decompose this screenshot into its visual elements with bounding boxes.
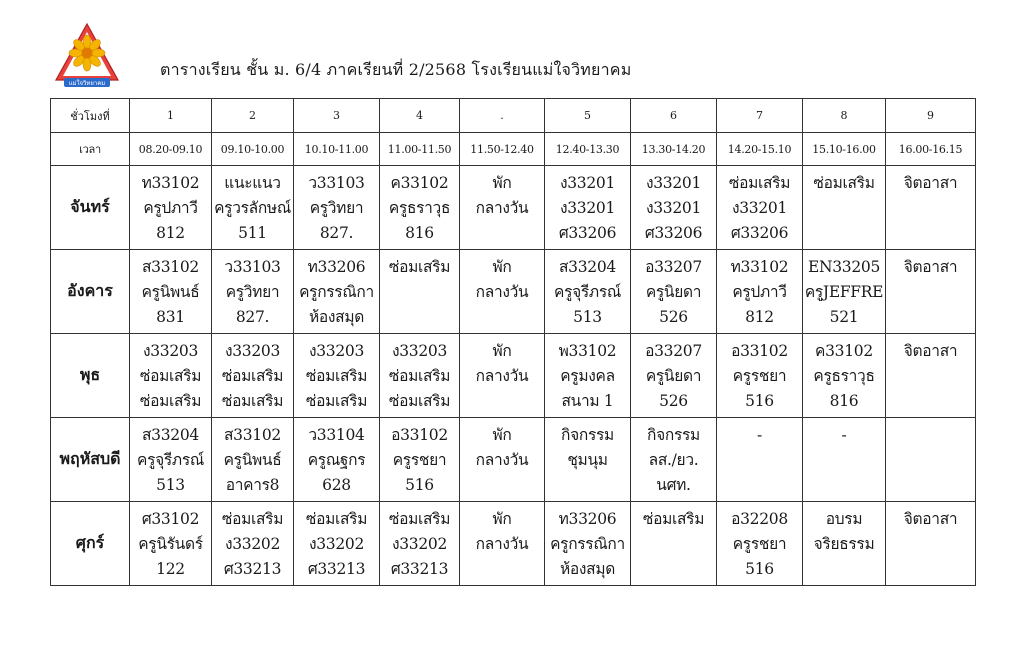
class-cell xyxy=(380,334,460,418)
cell-lines xyxy=(130,250,211,330)
cell-line: นศท. xyxy=(656,476,691,494)
cell-lines xyxy=(460,166,544,221)
cell-line: ง33202 xyxy=(224,535,281,553)
cell-lines xyxy=(212,418,293,498)
cell-line: ง33203 xyxy=(142,342,199,360)
cell-line: ท33102 xyxy=(730,258,789,276)
cell-line: ซ่อมเสริม xyxy=(813,174,875,192)
class-cell xyxy=(631,250,717,334)
cell-line: ส33102 xyxy=(142,258,199,276)
cell-lines xyxy=(545,334,630,414)
cell-line: สนาม 1 xyxy=(561,392,614,410)
cell-line: ง33202 xyxy=(308,535,365,553)
class-cell xyxy=(631,502,717,586)
cell-line: 816 xyxy=(829,392,859,410)
cell-line: ครูกรรณิกา xyxy=(550,535,625,553)
cell-line: ศ33213 xyxy=(390,560,449,578)
cell-line: พัก xyxy=(492,258,512,276)
cell-line: ครูณฐกร xyxy=(307,451,366,469)
cell-line: ครูนิรันดร์ xyxy=(138,535,203,553)
cell-line: ว33103 xyxy=(224,258,281,276)
school-logo xyxy=(52,20,122,90)
cell-line: กลางวัน xyxy=(475,367,529,385)
class-cell xyxy=(803,334,886,418)
cell-line: พัก xyxy=(492,510,512,528)
cell-line: พัก xyxy=(492,426,512,444)
time-row xyxy=(51,133,976,166)
cell-line: ค33102 xyxy=(390,174,449,192)
class-cell xyxy=(545,502,631,586)
cell-lines xyxy=(380,502,459,582)
cell-lines xyxy=(631,166,716,246)
class-cell xyxy=(717,166,803,250)
cell-line: อ33207 xyxy=(645,342,702,360)
cell-line: ซ่อมเสริม xyxy=(221,392,284,410)
cell-line: กิจกรรม xyxy=(647,426,700,444)
cell-line: ศ33206 xyxy=(730,224,789,242)
class-cell xyxy=(212,166,294,250)
cell-line: จิตอาสา xyxy=(903,174,958,192)
period-number: 1 xyxy=(130,99,212,133)
class-cell xyxy=(886,418,976,502)
timetable xyxy=(50,98,976,586)
cell-line: 516 xyxy=(745,560,774,578)
class-cell xyxy=(460,418,545,502)
cell-line: ซ่อมเสริม xyxy=(388,510,451,528)
cell-line: ว33104 xyxy=(308,426,365,444)
class-cell xyxy=(886,166,976,250)
class-cell xyxy=(545,250,631,334)
cell-line: 513 xyxy=(573,308,602,326)
cell-lines xyxy=(717,502,802,582)
class-cell xyxy=(717,250,803,334)
period-number: 6 xyxy=(631,99,717,133)
period-number: 3 xyxy=(294,99,380,133)
cell-lines xyxy=(803,334,885,414)
cell-lines xyxy=(460,250,544,305)
cell-line: ครูวิทยา xyxy=(309,199,364,217)
class-cell xyxy=(212,418,294,502)
cell-line: ศ33102 xyxy=(141,510,200,528)
cell-line: 812 xyxy=(745,308,774,326)
cell-lines xyxy=(212,250,293,330)
class-cell xyxy=(631,334,717,418)
cell-line: ครูรชยา xyxy=(392,451,447,469)
cell-lines xyxy=(380,250,459,280)
cell-line: ห้องสมุด xyxy=(308,308,365,326)
cell-lines xyxy=(717,334,802,414)
cell-line: ชุมนุม xyxy=(567,451,608,469)
cell-line: 812 xyxy=(156,224,185,242)
period-number: 9 xyxy=(886,99,976,133)
cell-line: อบรม xyxy=(825,510,863,528)
cell-line: กลางวัน xyxy=(475,535,529,553)
cell-lines xyxy=(886,334,975,364)
cell-line: ง33201 xyxy=(559,174,616,192)
class-cell xyxy=(803,418,886,502)
period-header-row xyxy=(51,99,976,133)
cell-line: อ33102 xyxy=(731,342,788,360)
cell-lines xyxy=(886,166,975,196)
cell-lines xyxy=(631,418,716,498)
cell-lines xyxy=(886,418,975,423)
cell-line: ง33203 xyxy=(391,342,448,360)
cell-lines xyxy=(717,418,802,448)
cell-line: ง33201 xyxy=(731,199,788,217)
cell-line: ครูวรลักษณ์ xyxy=(214,199,291,217)
cell-line: กลางวัน xyxy=(475,451,529,469)
page-title: ตารางเรียน ชั้น ม. 6/4 ภาคเรียนที่ 2/2568 โรงเรียนแม่ใจวิทยาคม xyxy=(160,60,632,79)
cell-line: 831 xyxy=(156,308,185,326)
cell-line: ครูจุรีภรณ์ xyxy=(554,283,621,301)
cell-line: ซ่อมเสริม xyxy=(139,367,202,385)
cell-lines xyxy=(545,166,630,246)
cell-line: จิตอาสา xyxy=(903,342,958,360)
class-cell xyxy=(803,250,886,334)
cell-lines xyxy=(545,502,630,582)
class-cell xyxy=(631,418,717,502)
cell-line: ลส./ยว. xyxy=(648,451,699,469)
time-slot: 11.50-12.40 xyxy=(460,133,545,166)
cell-line: ศ33206 xyxy=(644,224,703,242)
class-cell xyxy=(886,250,976,334)
cell-line: ครูJEFFRE xyxy=(804,283,884,301)
cell-line: 816 xyxy=(405,224,434,242)
cell-line: ซ่อมเสริม xyxy=(305,392,368,410)
cell-lines xyxy=(545,250,630,330)
cell-line: ซ่อมเสริม xyxy=(728,174,791,192)
cell-line: EN33205 xyxy=(807,258,881,276)
cell-line: จริยธรรม xyxy=(813,535,875,553)
cell-line: อ33207 xyxy=(645,258,702,276)
class-cell xyxy=(212,250,294,334)
cell-line: 516 xyxy=(405,476,434,494)
class-cell xyxy=(717,418,803,502)
class-cell xyxy=(545,334,631,418)
time-slot: 11.00-11.50 xyxy=(380,133,460,166)
cell-line: กลางวัน xyxy=(475,283,529,301)
class-cell xyxy=(294,502,380,586)
cell-line: 516 xyxy=(745,392,774,410)
class-cell xyxy=(803,502,886,586)
time-slot: 10.10-11.00 xyxy=(294,133,380,166)
cell-line: ซ่อมเสริม xyxy=(642,510,705,528)
cell-line: ท33102 xyxy=(141,174,200,192)
day-row xyxy=(51,250,976,334)
cell-line: ครูปภาวี xyxy=(732,283,787,301)
class-cell xyxy=(886,334,976,418)
cell-line: ครูปภาวี xyxy=(143,199,198,217)
cell-line: ครูวิทยา xyxy=(225,283,280,301)
period-number: 8 xyxy=(803,99,886,133)
cell-line: กิจกรรม xyxy=(561,426,614,444)
cell-line: อาคาร8 xyxy=(225,476,280,494)
cell-line: จิตอาสา xyxy=(903,510,958,528)
cell-lines xyxy=(130,502,211,582)
cell-line: ครูนิยดา xyxy=(645,283,702,301)
period-number: 5 xyxy=(545,99,631,133)
class-cell xyxy=(294,166,380,250)
class-cell xyxy=(545,166,631,250)
class-cell xyxy=(380,502,460,586)
cell-line: ซ่อมเสริม xyxy=(305,510,368,528)
cell-line: 511 xyxy=(238,224,267,242)
cell-lines xyxy=(294,418,379,498)
cell-lines xyxy=(803,418,885,448)
cell-lines xyxy=(803,502,885,557)
class-cell xyxy=(130,250,212,334)
cell-lines xyxy=(886,250,975,280)
cell-line: ครูมงคล xyxy=(560,367,615,385)
cell-lines xyxy=(886,502,975,532)
class-cell xyxy=(460,502,545,586)
cell-line: ห้องสมุด xyxy=(559,560,616,578)
cell-line: ครูธราวุธ xyxy=(388,199,451,217)
cell-lines xyxy=(212,502,293,582)
cell-line: ส33204 xyxy=(142,426,199,444)
cell-line: ท33206 xyxy=(558,510,617,528)
class-cell xyxy=(212,502,294,586)
cell-line: ครูนิยดา xyxy=(645,367,702,385)
cell-line: ง33203 xyxy=(308,342,365,360)
cell-line: 827. xyxy=(319,224,354,242)
cell-line: ซ่อมเสริม xyxy=(388,367,451,385)
cell-line: อ32208 xyxy=(731,510,788,528)
class-cell xyxy=(130,334,212,418)
class-cell xyxy=(717,334,803,418)
time-slot: 09.10-10.00 xyxy=(212,133,294,166)
cell-line: ง33201 xyxy=(559,199,616,217)
cell-line: ครูกรรณิกา xyxy=(299,283,374,301)
cell-lines xyxy=(380,166,459,246)
cell-line: ง33201 xyxy=(645,174,702,192)
cell-line: - xyxy=(841,426,847,444)
cell-lines xyxy=(294,166,379,246)
time-slot: 15.10-16.00 xyxy=(803,133,886,166)
cell-line: ศ33213 xyxy=(307,560,366,578)
class-cell xyxy=(631,166,717,250)
cell-lines xyxy=(130,166,211,246)
class-cell xyxy=(294,250,380,334)
cell-line: ศ33206 xyxy=(558,224,617,242)
time-slot: 14.20-15.10 xyxy=(717,133,803,166)
class-cell xyxy=(130,418,212,502)
cell-line: ง33201 xyxy=(645,199,702,217)
cell-lines xyxy=(631,334,716,414)
class-cell xyxy=(380,250,460,334)
class-cell xyxy=(717,502,803,586)
cell-lines xyxy=(717,166,802,246)
cell-line: 122 xyxy=(156,560,185,578)
cell-lines xyxy=(460,502,544,557)
cell-line: พัก xyxy=(492,342,512,360)
cell-line: พ33102 xyxy=(558,342,617,360)
period-label: ชั่วโมงที่ xyxy=(51,99,130,133)
day-name: อังคาร xyxy=(51,250,130,334)
cell-line: ครูรชยา xyxy=(732,535,787,553)
cell-lines xyxy=(380,418,459,498)
time-slot: 12.40-13.30 xyxy=(545,133,631,166)
class-cell xyxy=(380,418,460,502)
class-cell xyxy=(460,334,545,418)
cell-line: ครูธราวุธ xyxy=(813,367,875,385)
class-cell xyxy=(380,166,460,250)
cell-line: ท33206 xyxy=(307,258,366,276)
day-name: พุธ xyxy=(51,334,130,418)
time-label: เวลา xyxy=(51,133,130,166)
cell-line: ครูนิพนธ์ xyxy=(141,283,200,301)
cell-line: ครูนิพนธ์ xyxy=(223,451,282,469)
day-name: ศุกร์ xyxy=(51,502,130,586)
period-number: 4 xyxy=(380,99,460,133)
class-cell xyxy=(130,502,212,586)
cell-line: แนะแนว xyxy=(224,174,281,192)
cell-line: ซ่อมเสริม xyxy=(221,367,284,385)
class-cell xyxy=(460,250,545,334)
cell-lines xyxy=(294,502,379,582)
time-slot: 13.30-14.20 xyxy=(631,133,717,166)
cell-lines xyxy=(130,418,211,498)
class-cell xyxy=(460,166,545,250)
period-number: 7 xyxy=(717,99,803,133)
cell-line: กลางวัน xyxy=(475,199,529,217)
cell-line: 526 xyxy=(659,392,688,410)
cell-lines xyxy=(803,166,885,196)
cell-lines xyxy=(631,250,716,330)
day-row xyxy=(51,418,976,502)
cell-lines xyxy=(380,334,459,414)
cell-line: ศ33213 xyxy=(223,560,282,578)
cell-line: 513 xyxy=(156,476,185,494)
cell-line: ซ่อมเสริม xyxy=(388,392,451,410)
cell-line: ครูจุรีภรณ์ xyxy=(137,451,204,469)
cell-line: ครูรชยา xyxy=(732,367,787,385)
day-row xyxy=(51,502,976,586)
cell-line: ง33203 xyxy=(224,342,281,360)
cell-line: 827. xyxy=(235,308,270,326)
cell-line: ง33202 xyxy=(391,535,448,553)
period-number: . xyxy=(460,99,545,133)
class-cell xyxy=(130,166,212,250)
cell-lines xyxy=(803,250,885,330)
cell-lines xyxy=(460,418,544,473)
cell-line: 526 xyxy=(659,308,688,326)
cell-line: พัก xyxy=(492,174,512,192)
cell-line: จิตอาสา xyxy=(903,258,958,276)
cell-line: ส33204 xyxy=(559,258,616,276)
cell-lines xyxy=(212,334,293,414)
logo-text: แม่ใจวิทยาคม xyxy=(68,80,106,87)
cell-line: ว33103 xyxy=(308,174,365,192)
cell-lines xyxy=(545,418,630,473)
class-cell xyxy=(886,502,976,586)
cell-line: ซ่อมเสริม xyxy=(305,367,368,385)
class-cell xyxy=(212,334,294,418)
cell-line: ค33102 xyxy=(815,342,873,360)
cell-line: ส33102 xyxy=(224,426,281,444)
cell-lines xyxy=(717,250,802,330)
cell-lines xyxy=(294,250,379,330)
class-cell xyxy=(803,166,886,250)
cell-lines xyxy=(212,166,293,246)
time-slot: 08.20-09.10 xyxy=(130,133,212,166)
cell-line: อ33102 xyxy=(391,426,448,444)
cell-lines xyxy=(631,502,716,532)
cell-line: ซ่อมเสริม xyxy=(388,258,451,276)
day-name: พฤหัสบดี xyxy=(51,418,130,502)
class-cell xyxy=(294,418,380,502)
cell-line: ซ่อมเสริม xyxy=(139,392,202,410)
cell-line: ซ่อมเสริม xyxy=(221,510,284,528)
cell-line: - xyxy=(757,426,762,444)
period-number: 2 xyxy=(212,99,294,133)
cell-lines xyxy=(460,334,544,389)
day-name: จันทร์ xyxy=(51,166,130,250)
class-cell xyxy=(294,334,380,418)
day-row xyxy=(51,166,976,250)
class-cell xyxy=(545,418,631,502)
time-slot: 16.00-16.15 xyxy=(886,133,976,166)
day-row xyxy=(51,334,976,418)
cell-lines xyxy=(294,334,379,414)
cell-line: 628 xyxy=(322,476,351,494)
cell-lines xyxy=(130,334,211,414)
cell-line: 521 xyxy=(829,308,859,326)
